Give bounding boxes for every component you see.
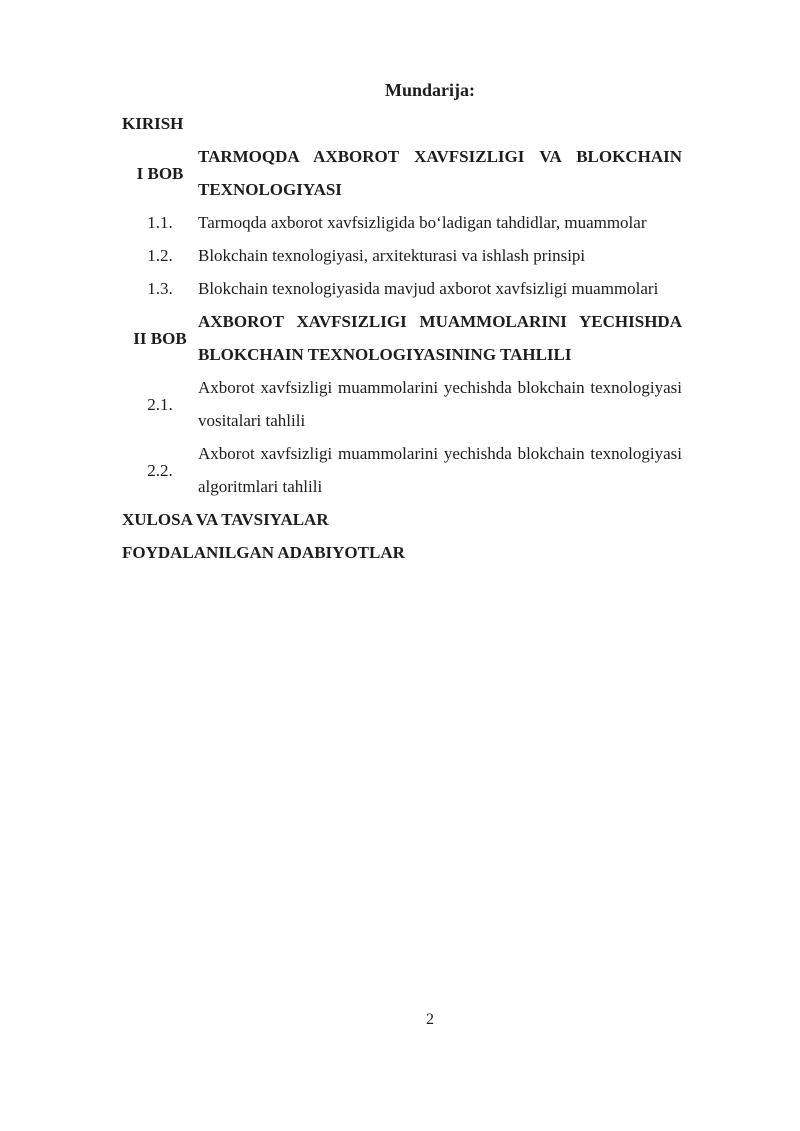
toc-row-label: I BOB [136, 163, 184, 183]
toc-row [122, 107, 682, 140]
toc-row-title: TARMOQDA AXBOROT XAVFSIZLIGI VA BLOKCHAIN TEXNOLOGIYASI [198, 147, 682, 199]
toc-row [122, 371, 682, 437]
toc-table [122, 107, 682, 569]
toc-row [122, 536, 682, 569]
toc-row-label: 1.3. [147, 279, 173, 298]
toc-row [122, 437, 682, 503]
toc-row-title: Blokchain texnologiyasi, arxitekturasi va ishlash prinsipi [198, 246, 586, 265]
toc-row-label: 2.1. [147, 394, 173, 414]
toc-row-title: AXBOROT XAVFSIZLIGI MUAMMOLARINI YECHISHDA BLOKCHAIN TEXNOLOGIYASINING TAHLILI [198, 312, 682, 364]
toc-row [122, 206, 682, 239]
toc-section-heading: FOYDALANILGAN ADABIYOTLAR [122, 543, 405, 562]
toc-row [122, 272, 682, 305]
toc-row-label: 2.2. [147, 460, 173, 480]
toc-section-heading: XULOSA VA TAVSIYALAR [122, 510, 329, 529]
toc-row-label: II BOB [133, 328, 187, 348]
toc-row [122, 239, 682, 272]
toc-row [122, 305, 682, 371]
page-title: Mundarija: [385, 80, 475, 100]
toc-row-title: Tarmoqda axborot xavfsizligida boʻladigan tahdidlar, muammolar [198, 213, 647, 232]
toc-row-label: 1.1. [147, 213, 173, 232]
toc-row-title: Axborot xavfsizligi muammolarini yechishda blokchain texnologiyasi algoritmlari tahlili [198, 444, 682, 496]
toc-row-label: 1.2. [147, 246, 173, 265]
toc-content [122, 0, 682, 569]
page-number: 2 [426, 1011, 434, 1028]
toc-row-title: Blokchain texnologiyasida mavjud axborot xavfsizligi muammolari [198, 279, 659, 298]
toc-section-heading: KIRISH [122, 114, 184, 133]
toc-row-title: Axborot xavfsizligi muammolarini yechishda blokchain texnologiyasi vositalari tahlili [198, 378, 682, 430]
toc-row [122, 503, 682, 536]
toc-row [122, 140, 682, 206]
